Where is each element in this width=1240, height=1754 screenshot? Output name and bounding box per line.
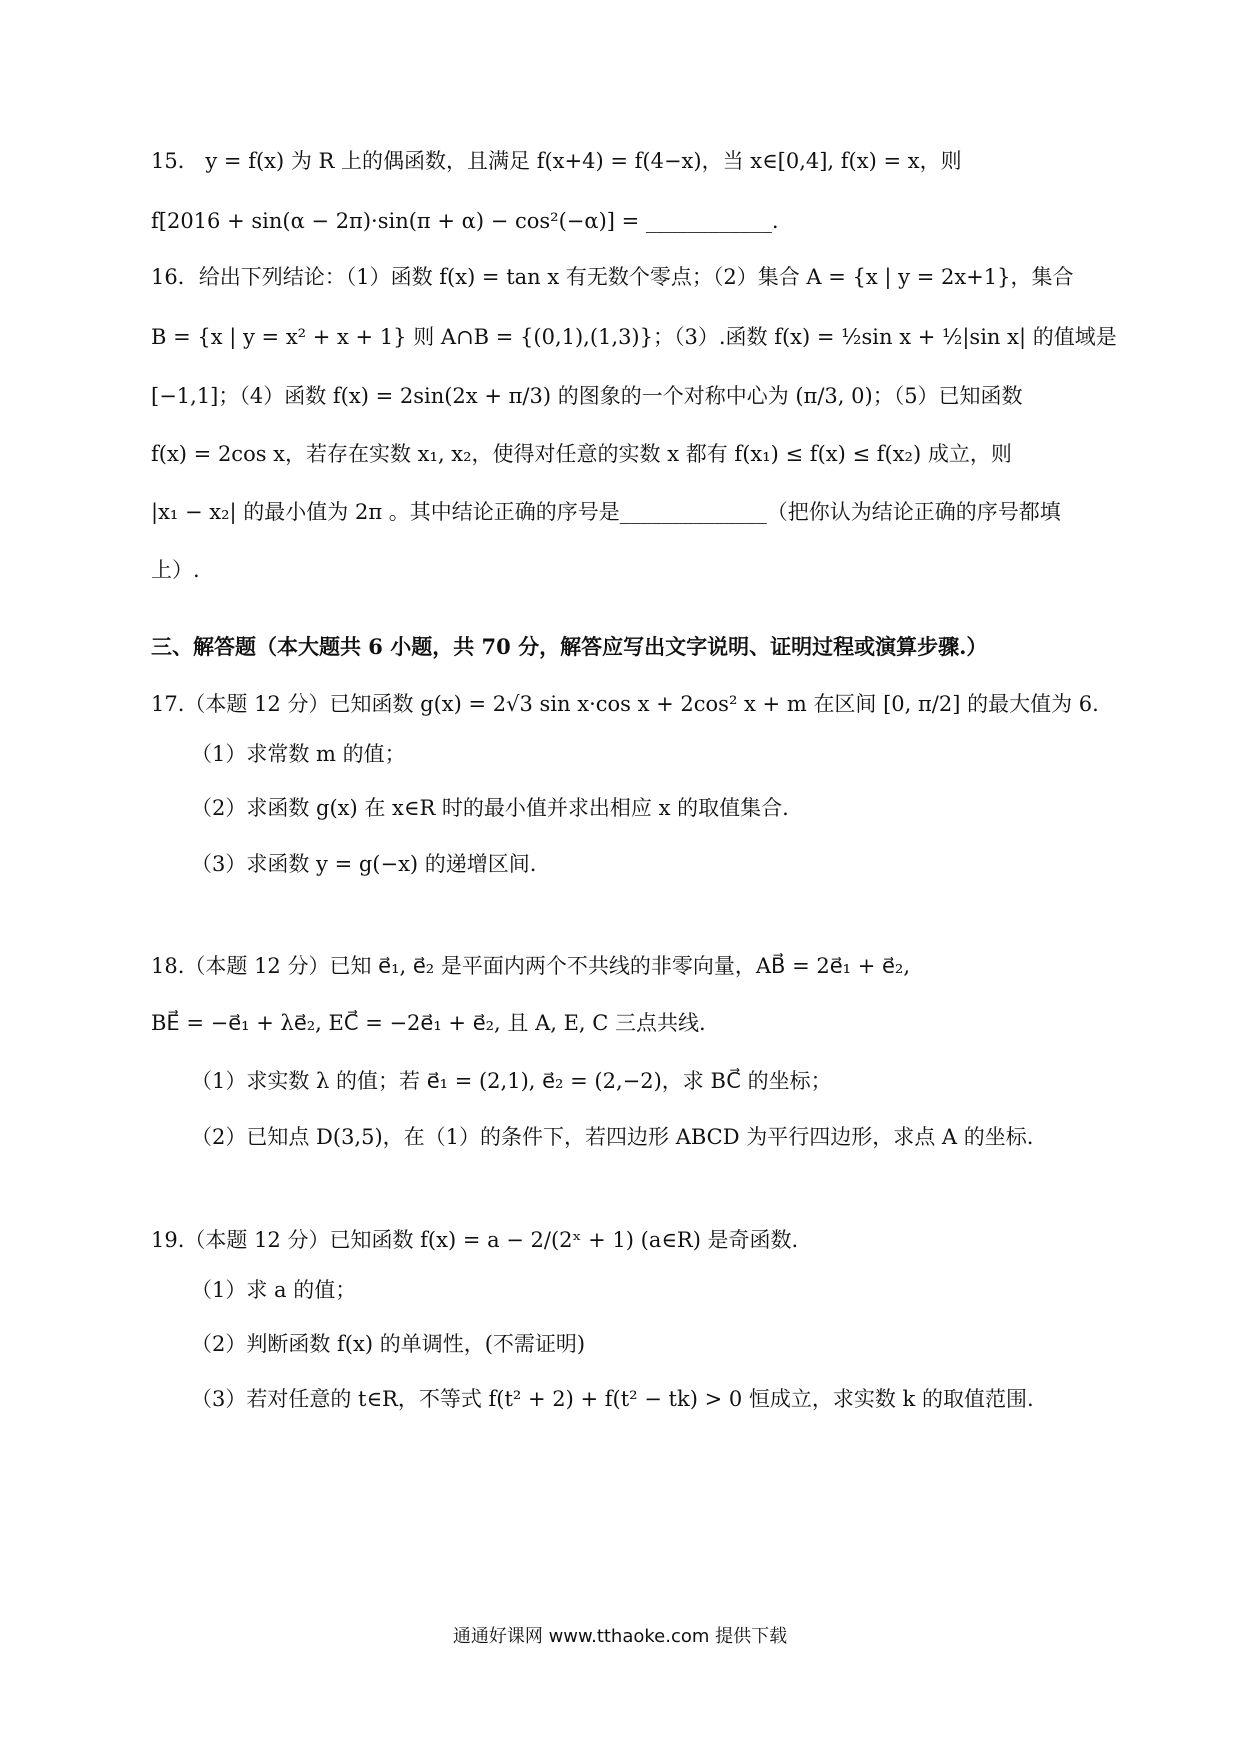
problem-17-stem: 17.（本题 12 分）已知函数 g(x) = 2√3 sin x·cos x + 2cos² x + m 在区间 [0, π/2] 的最大值为 6.	[151, 692, 1099, 716]
section-heading-answers: 三、解答题（本大题共 6 小题，共 70 分，解答应写出文字说明、证明过程或演算步骤.）	[151, 634, 988, 659]
problem-19-stem: 19.（本题 12 分）已知函数 f(x) = a − 2/(2ˣ + 1) (a∈R) 是奇函数.	[151, 1228, 799, 1252]
problem-19-part-2: （2）判断函数 f(x) 的单调性，(不需证明)	[191, 1332, 586, 1356]
problem-16-line-3: [−1,1]；（4）函数 f(x) = 2sin(2x + π/3) 的图象的一个对称中心为 (π/3, 0)；（5）已知函数	[151, 384, 1023, 408]
problem-16-line-4: f(x) = 2cos x，若存在实数 x₁, x₂，使得对任意的实数 x 都有 f(x₁) ≤ f(x) ≤ f(x₂) 成立，则	[151, 442, 1012, 466]
problem-19-part-3: （3）若对任意的 t∈R，不等式 f(t² + 2) + f(t² − tk) > 0 恒成立，求实数 k 的取值范围.	[191, 1387, 1034, 1411]
problem-17-part-1: （1）求常数 m 的值；	[191, 742, 406, 766]
problem-19-part-1: （1）求 a 的值；	[191, 1278, 357, 1302]
page-footer-watermark: 通通好课网 www.tthaoke.com 提供下载	[452, 1626, 788, 1647]
problem-16-line-1: 16．给出下列结论：（1）函数 f(x) = tan x 有无数个零点；（2）集合 A = {x | y = 2x+1}，集合	[151, 265, 1074, 289]
problem-16-line-5: |x₁ − x₂| 的最小值为 2π 。其中结论正确的序号是______________（把你认为结论正确的序号都填	[151, 500, 1061, 524]
problem-18-stem-line-2: BE⃗ = −e⃗₁ + λe⃗₂, EC⃗ = −2e⃗₁ + e⃗₂, 且 A, E, C 三点共线.	[151, 1011, 706, 1035]
problem-18-stem-line-1: 18.（本题 12 分）已知 e⃗₁, e⃗₂ 是平面内两个不共线的非零向量，AB⃗ = 2e⃗₁ + e⃗₂,	[151, 954, 911, 978]
problem-15-line-1: 15． y = f(x) 为 R 上的偶函数，且满足 f(x+4) = f(4−x)，当 x∈[0,4], f(x) = x，则	[151, 149, 962, 173]
problem-15-line-2: f[2016 + sin(α − 2π)·sin(π + α) − cos²(−α)] = ____________.	[151, 209, 779, 233]
problem-17-part-3: （3）求函数 y = g(−x) 的递增区间.	[191, 852, 537, 876]
problem-16-line-6: 上）.	[151, 558, 200, 582]
problem-16-line-2: B = {x | y = x² + x + 1} 则 A∩B = {(0,1),(1,3)}；（3）.函数 f(x) = ½sin x + ½|sin x| 的值域是	[151, 325, 1117, 349]
problem-18-part-1: （1）求实数 λ 的值；若 e⃗₁ = (2,1), e⃗₂ = (2,−2)，求 BC⃗ 的坐标；	[191, 1069, 832, 1093]
problem-17-part-2: （2）求函数 g(x) 在 x∈R 时的最小值并求出相应 x 的取值集合.	[191, 796, 789, 820]
problem-18-part-2: （2）已知点 D(3,5)，在（1）的条件下，若四边形 ABCD 为平行四边形，求点 A 的坐标.	[191, 1125, 1034, 1149]
